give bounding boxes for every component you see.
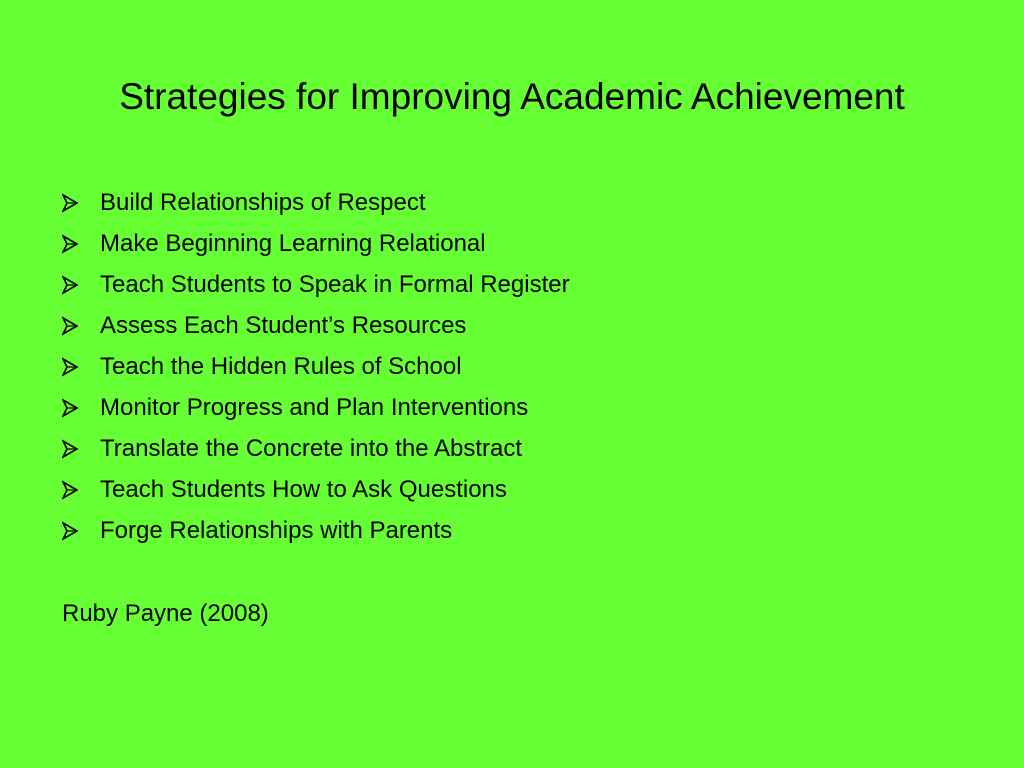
bullet-text: Translate the Concrete into the Abstract xyxy=(100,434,523,462)
bullet-text: Forge Relationships with Parents xyxy=(100,516,453,544)
bullet-text: Monitor Progress and Plan Interventions xyxy=(100,393,529,421)
arrowhead-bullet-icon xyxy=(62,234,100,254)
arrowhead-bullet-icon xyxy=(62,193,100,213)
arrowhead-bullet-icon xyxy=(62,480,100,500)
arrowhead-bullet-icon xyxy=(62,398,100,418)
citation: Ruby Payne (2008) xyxy=(62,600,269,627)
list-item xyxy=(62,428,570,469)
bullet-text: Build Relationships of Respect xyxy=(100,188,426,216)
list-item xyxy=(62,346,570,387)
slide-title: Strategies for Improving Academic Achievement xyxy=(119,76,905,117)
bullet-text: Make Beginning Learning Relational xyxy=(100,229,486,257)
list-item xyxy=(62,305,570,346)
bullet-text: Teach Students How to Ask Questions xyxy=(100,475,507,503)
bullet-text: Teach Students to Speak in Formal Register xyxy=(100,270,570,298)
list-item xyxy=(62,469,570,510)
arrowhead-bullet-icon xyxy=(62,316,100,336)
bullet-list xyxy=(62,182,570,551)
bullet-text: Assess Each Student’s Resources xyxy=(100,311,467,339)
arrowhead-bullet-icon xyxy=(62,275,100,295)
list-item xyxy=(62,182,570,223)
arrowhead-bullet-icon xyxy=(62,521,100,541)
list-item xyxy=(62,387,570,428)
list-item xyxy=(62,223,570,264)
list-item xyxy=(62,510,570,551)
bullet-text: Teach the Hidden Rules of School xyxy=(100,352,462,380)
arrowhead-bullet-icon xyxy=(62,439,100,459)
arrowhead-bullet-icon xyxy=(62,357,100,377)
list-item xyxy=(62,264,570,305)
